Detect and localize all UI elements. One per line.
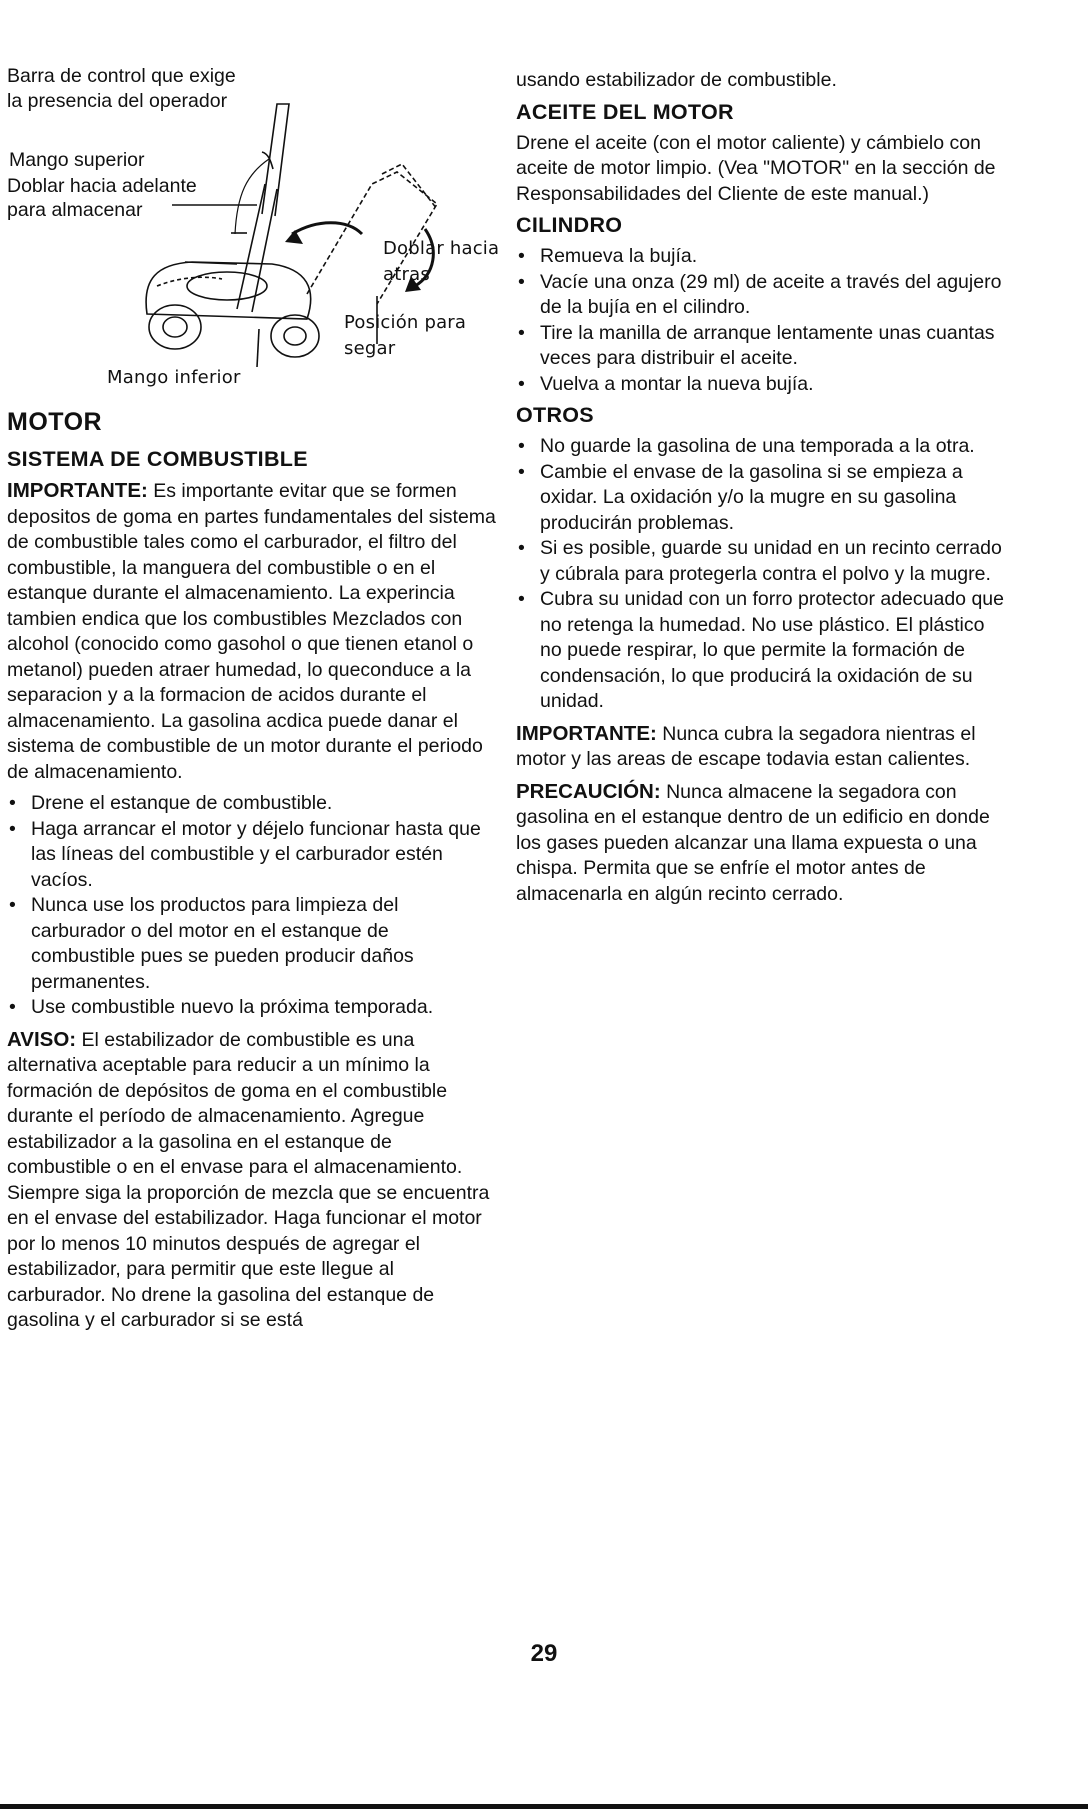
mower-handle-diagram	[7, 64, 507, 394]
lead-important: IMPORTANTE:	[7, 479, 148, 502]
lead-important: IMPORTANTE:	[516, 721, 657, 745]
paragraph-fuel-important	[7, 478, 497, 785]
label-fold-back-line2: atras	[383, 264, 430, 285]
page-number: 29	[530, 1640, 558, 1667]
list-item: • Vuelva a montar la nueva bujía.	[516, 372, 1004, 398]
heading-fuel-system: SISTEMA DE COMBUSTIBLE	[7, 447, 308, 471]
label-fold-forward-line2: para almacenar	[7, 199, 143, 221]
label-mowing-position-line2: segar	[344, 338, 396, 359]
heading-other: OTROS	[516, 403, 594, 427]
paragraph-notice	[7, 1027, 497, 1334]
heading-motor: MOTOR	[7, 408, 103, 436]
other-steps-list	[516, 434, 1004, 715]
list-item: • Use combustible nuevo la próxima temporada.	[7, 995, 497, 1021]
list-item: • Cubra su unidad con un forro protector adecuado que no retenga la humedad. No use plástico. El plástico no puede respirar, lo que permite la formación de condensación, lo que producirá la oxidación de su unidad.	[516, 587, 1004, 715]
list-item: • No guarde la gasolina de una temporada a la otra.	[516, 434, 1004, 460]
cylinder-steps-list	[516, 244, 1004, 397]
label-mowing-position: Posición para	[344, 312, 467, 333]
notice-text: El estabilizador de combustible es una alternativa aceptable para reducir a un mínimo la formación de depósitos de goma en el combustible durante el período de almacenamiento. Agregue estabilizador a la gasolina en el estanque de combustible o en el envase para el almacenamiento. Siempre siga la proporción de mezcla que se encuentra en el envase del estabilizador. Haga funcionar el motor por lo menos 10 minutos después de agregar el estabilizador, para permitir que este llegue al carburador. No drene la gasolina del estanque de gasolina y el carburador si se está	[7, 1028, 490, 1331]
caution-text: Nunca almacene la segadora con gasolina en el estanque dentro de un edificio en donde los gases pueden alcanzar una llama expuesta o una chispa. Permita que se enfríe el motor antes de almacenarla en algún recinto cerrado.	[516, 780, 990, 905]
list-item: • Remueva la bujía.	[516, 244, 1004, 270]
lead-caution: PRECAUCIÓN:	[516, 779, 661, 803]
list-item: • Cambie el envase de la gasolina si se empieza a oxidar. La oxidación y/o la mugre en su gasolina producirán problemas.	[516, 460, 1004, 537]
fuel-steps-list	[7, 791, 497, 1021]
heading-cylinder: CILINDRO	[516, 213, 623, 237]
list-item: • Haga arrancar el motor y déjelo funcionar hasta que las líneas del combustible y el carburador estén vacíos.	[7, 817, 497, 894]
list-item: • Tire la manilla de arranque lentamente unas cuantas veces para distribuir el aceite.	[516, 321, 1004, 372]
label-operator-bar: Barra de control que exige	[7, 65, 236, 87]
paragraph-cover-important	[516, 721, 1004, 773]
right-column	[516, 68, 1004, 913]
list-item: • Vacíe una onza (29 ml) de aceite a través del agujero de la bujía en el cilindro.	[516, 270, 1004, 321]
heading-engine-oil: ACEITE DEL MOTOR	[516, 99, 734, 124]
list-item: • Si es posible, guarde su unidad en un recinto cerrado y cúbrala para protegerla contra el polvo y la mugre.	[516, 536, 1004, 587]
label-operator-bar-line2: la presencia del operador	[7, 90, 228, 112]
list-item: • Nunca use los productos para limpieza del carburador o del motor en el estanque de combustible pues se pueden producir daños permanentes.	[7, 893, 497, 995]
paragraph-caution	[516, 779, 1004, 908]
label-lower-handle: Mango inferior	[107, 367, 241, 388]
label-fold-forward: Doblar hacia adelante	[7, 175, 197, 197]
label-fold-back: Doblar hacia	[383, 238, 500, 259]
lead-notice: AVISO:	[7, 1027, 77, 1051]
bottom-rule	[0, 1804, 1088, 1809]
cover-important-text: Nunca cubra la segadora nientras el motor y las areas de escape todavia estan calientes.	[516, 722, 976, 770]
paragraph-continued: usando estabilizador de combustible.	[516, 69, 837, 91]
list-item: • Drene el estanque de combustible.	[7, 791, 497, 817]
paragraph-engine-oil: Drene el aceite (con el motor caliente) y cámbielo con aceite de motor limpio. (Vea "MOTOR" en la sección de Responsabilidades del Cliente de este manual.)	[516, 131, 996, 205]
left-column	[7, 64, 500, 1340]
label-upper-handle: Mango superior	[9, 149, 145, 171]
fuel-important-text: Es importante evitar que se formen depositos de goma en partes fundamentales del sistema de combustible tales como el carburador, el filtro del combustible, la manguera del combustible o en el estanque durante el almacenamiento. La experincia tambien endica que los combustibles Mezclados con alcohol (conocido como gasohol o que tienen etanol o metanol) pueden atraer humedad, lo queconduce a la separacion y a la formacion de acidos durante el almacenamiento. La gasolina acdica puede danar el sistema de combustible de un motor durante el periodo de almacenamiento.	[7, 480, 496, 783]
lawn-mower-illustration	[7, 64, 507, 394]
